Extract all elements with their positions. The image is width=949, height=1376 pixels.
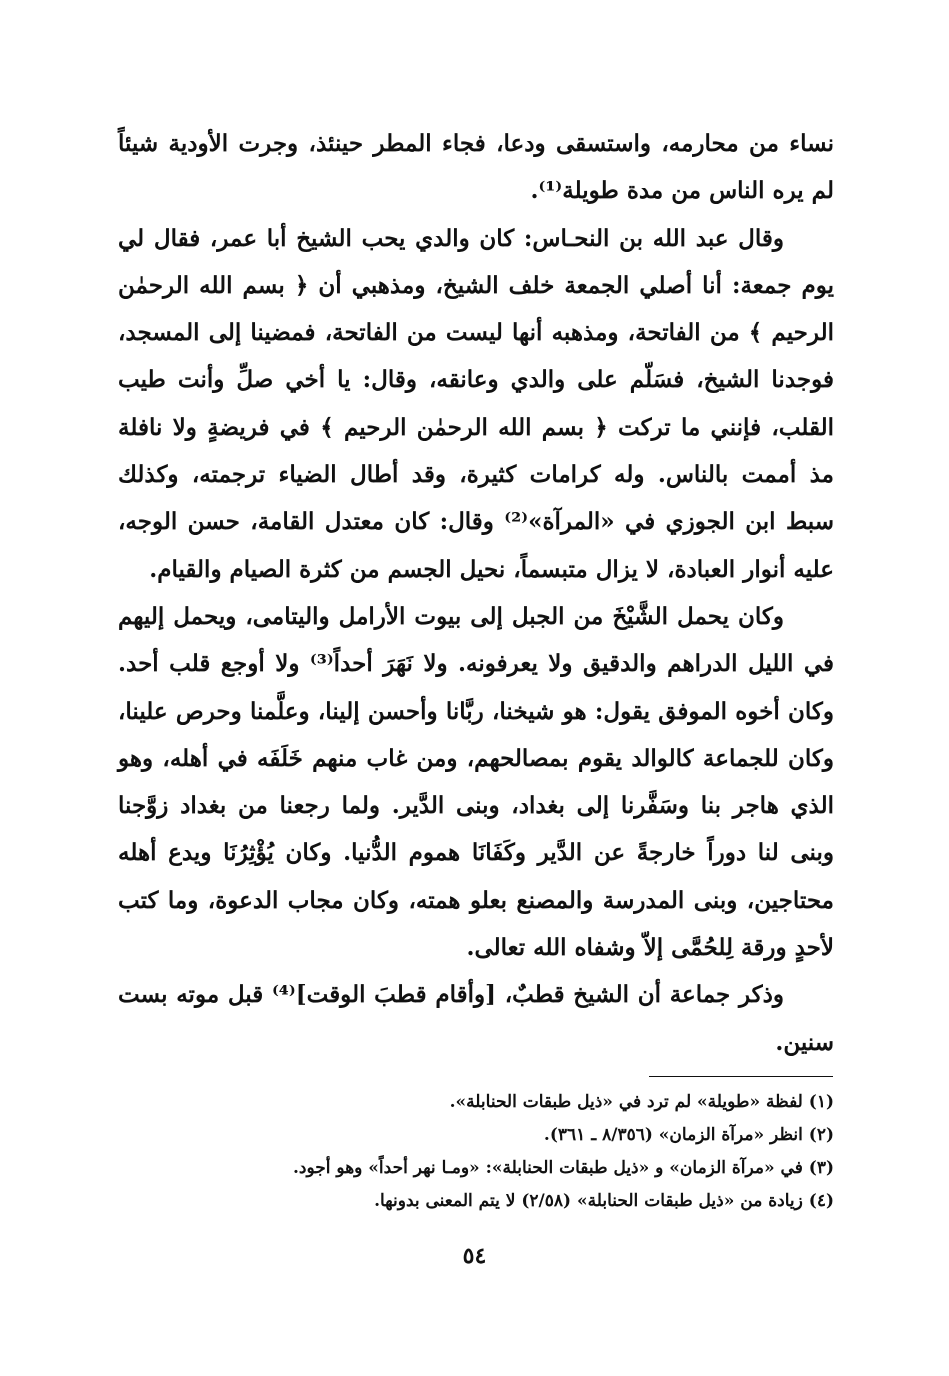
main-text bbox=[118, 120, 834, 1066]
footnote-divider bbox=[649, 1076, 833, 1077]
paragraph: نساء من محارمه، واستسقى ودعا، فجاء المطر حينئذ، وجرت الأودية شيئاً لم يره الناس من مدة طويلة⁽¹⁾. bbox=[118, 130, 834, 205]
paragraph: وقال عبد الله بن النحـاس: كان والدي يحب الشيخ أبا عمر، فقال لي يوم جمعة: أنا أصلي الجمعة خلف الشيخ، ومذهبي أن ﴿ بسم الله الرحمٰن الرحيم ﴾ من الفاتحة، ومذهبه أنها ليست من الفاتحة، فمضينا إلى المسجد، فوجدنا الشيخ، فسَلّم على والدي وعانقه، وقال: يا أخي صلِّ وأنت طيب القلب، فإنني ما تركت ﴿ بسم الله الرحمٰن الرحيم ﴾ في فريضةٍ ولا نافلة مذ أممت بالناس. وله كرامات كثيرة، وقد أطال الضياء ترجمته، وكذلك سبط ابن الجوزي في «المرآة»⁽²⁾ وقال: كان معتدل القامة، حسن الوجه، عليه أنوار العبادة، لا يزال متبسماً، نحيل الجسم من كثرة الصيام والقيام. bbox=[118, 224, 834, 583]
footnote: (٢) انظر «مرآة الزمان» (٨/٣٥٦ ـ ٣٦١). bbox=[543, 1125, 834, 1145]
footnote: (٣) في «مرآة الزمان» و «ذيل طبقات الحنابلة»: «ومـا نهر أحداً» وهو أجود. bbox=[293, 1158, 834, 1178]
paragraph: وذكر جماعة أن الشيخ قطبٌ، [وأقام قطبَ الوقت]⁽⁴⁾ قبل موته بست سنين. bbox=[118, 981, 834, 1056]
page-number: ٥٤ bbox=[462, 1243, 487, 1269]
footnotes bbox=[118, 1086, 834, 1218]
paragraph: وكان يحمل الشَّيْخَ من الجبل إلى بيوت الأرامل واليتامى، ويحمل إليهم في الليل الدراهم والدقيق ولا يعرفونه. ولا نَهَرَ أحداً⁽³⁾ ولا أوجع قلب أحد. وكان أخوه الموفق يقول: هو شيخنا، ربَّانا وأحسن إلينا، وعلَّمنا وحرص علينا، وكان للجماعة كالوالد يقوم بمصالحهم، ومن غاب منهم خَلَفَه في أهله، وهو الذي هاجر بنا وسَفَّرنا إلى بغداد، وبنى الدَّير. ولما رجعنا من بغداد زوَّجنا وبنى لنا دوراً خارجةً عن الدَّير وكَفَانَا هموم الدُّنيا. وكان يُؤْثِرُنَا ويدع أهله محتاجين، وبنى المدرسة والمصنع بعلو همته، وكان مجاب الدعوة، وما كتب لأحدٍ ورقة لِلحُمَّى إلاّ وشفاه الله تعالى. bbox=[118, 602, 834, 962]
footnote: (١) لفظة «طويلة» لم ترد في «ذيل طبقات الحنابلة». bbox=[449, 1092, 834, 1112]
footnote: (٤) زيادة من «ذيل طبقات الحنابلة» (٢/٥٨) لا يتم المعنى بدونها. bbox=[374, 1191, 834, 1211]
